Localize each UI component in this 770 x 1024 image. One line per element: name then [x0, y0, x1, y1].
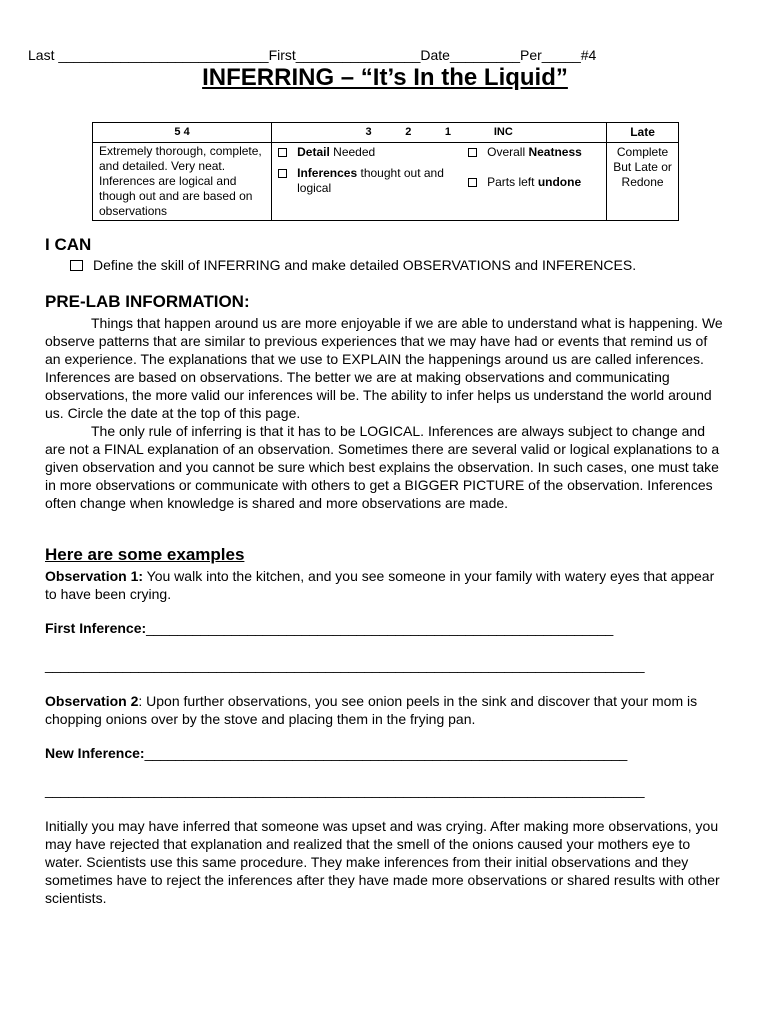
- observation-1: Observation 1: You walk into the kitchen, and you see someone in your family with watery eyes that appear to have been crying.: [45, 568, 715, 602]
- answer-line[interactable]: _____________________________________________________________________________: [45, 657, 645, 673]
- checkbox-icon[interactable]: [278, 148, 287, 157]
- first-inference-line[interactable]: First Inference:____________________________________________________________: [45, 620, 614, 636]
- prelab-paragraph-2: The only rule of inferring is that it has to be LOGICAL. Inferences are always subject to change and are not a FINAL explanation of an observation. Sometimes there are several valid or logical explanations to a given observation and you cannot be sure which best explains the observation. In such cases, one must take in more observations or communicate with others to get a BIGGER PICTURE of the observation. Inferences often change when knowledge is shared and more observations are made.: [45, 423, 720, 511]
- rubric-col2-head: 3 2 1 INC: [272, 123, 607, 143]
- rubric-criteria-b: Overall Neatness Parts left undone: [462, 145, 597, 202]
- name-date-header: Last ___________________________First________________Date_________Per_____#4: [28, 47, 597, 63]
- ican-item-text: Define the skill of INFERRING and make detailed OBSERVATIONS and INFERENCES.: [93, 257, 637, 273]
- rubric-top-criteria: Extremely thorough, complete, and detailed. Very neat. Inferences are logical and though out and are based on observations: [93, 143, 272, 221]
- rubric-late-text: Complete But Late or Redone: [607, 143, 679, 221]
- grading-rubric: [92, 122, 679, 221]
- rubric-criteria-a: Detail Needed Inferences thought out and logical: [272, 145, 462, 202]
- checkbox-icon[interactable]: [468, 178, 477, 187]
- ican-heading: I CAN: [45, 235, 92, 254]
- rubric-col1-head: 5 4: [93, 123, 272, 143]
- observation-2: Observation 2: Upon further observations, you see onion peels in the sink and discover that your mom is chopping onions over by the stove and placing them in the frying pan.: [45, 693, 698, 727]
- prelab-heading: PRE-LAB INFORMATION:: [45, 292, 250, 311]
- title-text: INFERRING – “It’s In the Liquid”: [202, 64, 568, 91]
- page-title: [0, 64, 770, 92]
- conclusion-paragraph: Initially you may have inferred that someone was upset and was crying. After making more observations, you may have rejected that explanation and realized that the smell of the onions caused your mothers eye to water. Scientists use this same procedure. They make inferences from their initial observations and they sometimes have to reject the inferences after they have made more observations or shared results with other scientists.: [45, 818, 720, 906]
- checkbox-icon[interactable]: [468, 148, 477, 157]
- rubric-late-head: Late: [607, 123, 679, 143]
- ican-item: [70, 257, 636, 273]
- new-inference-line[interactable]: New Inference:______________________________________________________________: [45, 745, 628, 761]
- checkbox-icon[interactable]: [278, 169, 287, 178]
- answer-line[interactable]: _____________________________________________________________________________: [45, 782, 645, 798]
- checkbox-icon[interactable]: [70, 260, 83, 271]
- prelab-paragraph-1: Things that happen around us are more enjoyable if we are able to understand what is happening. We observe patterns that are similar to previous experiences that we may have had or events that remind us of an experience. The explanations that we use to EXPLAIN the happenings around us are called inferences. Inferences are based on observations. The better we are at making observations and communicating observations, the more valid our inferences will be. The ability to infer helps us understand the world around us. Circle the date at the top of this page.: [45, 315, 723, 421]
- examples-heading: Here are some examples: [45, 545, 245, 564]
